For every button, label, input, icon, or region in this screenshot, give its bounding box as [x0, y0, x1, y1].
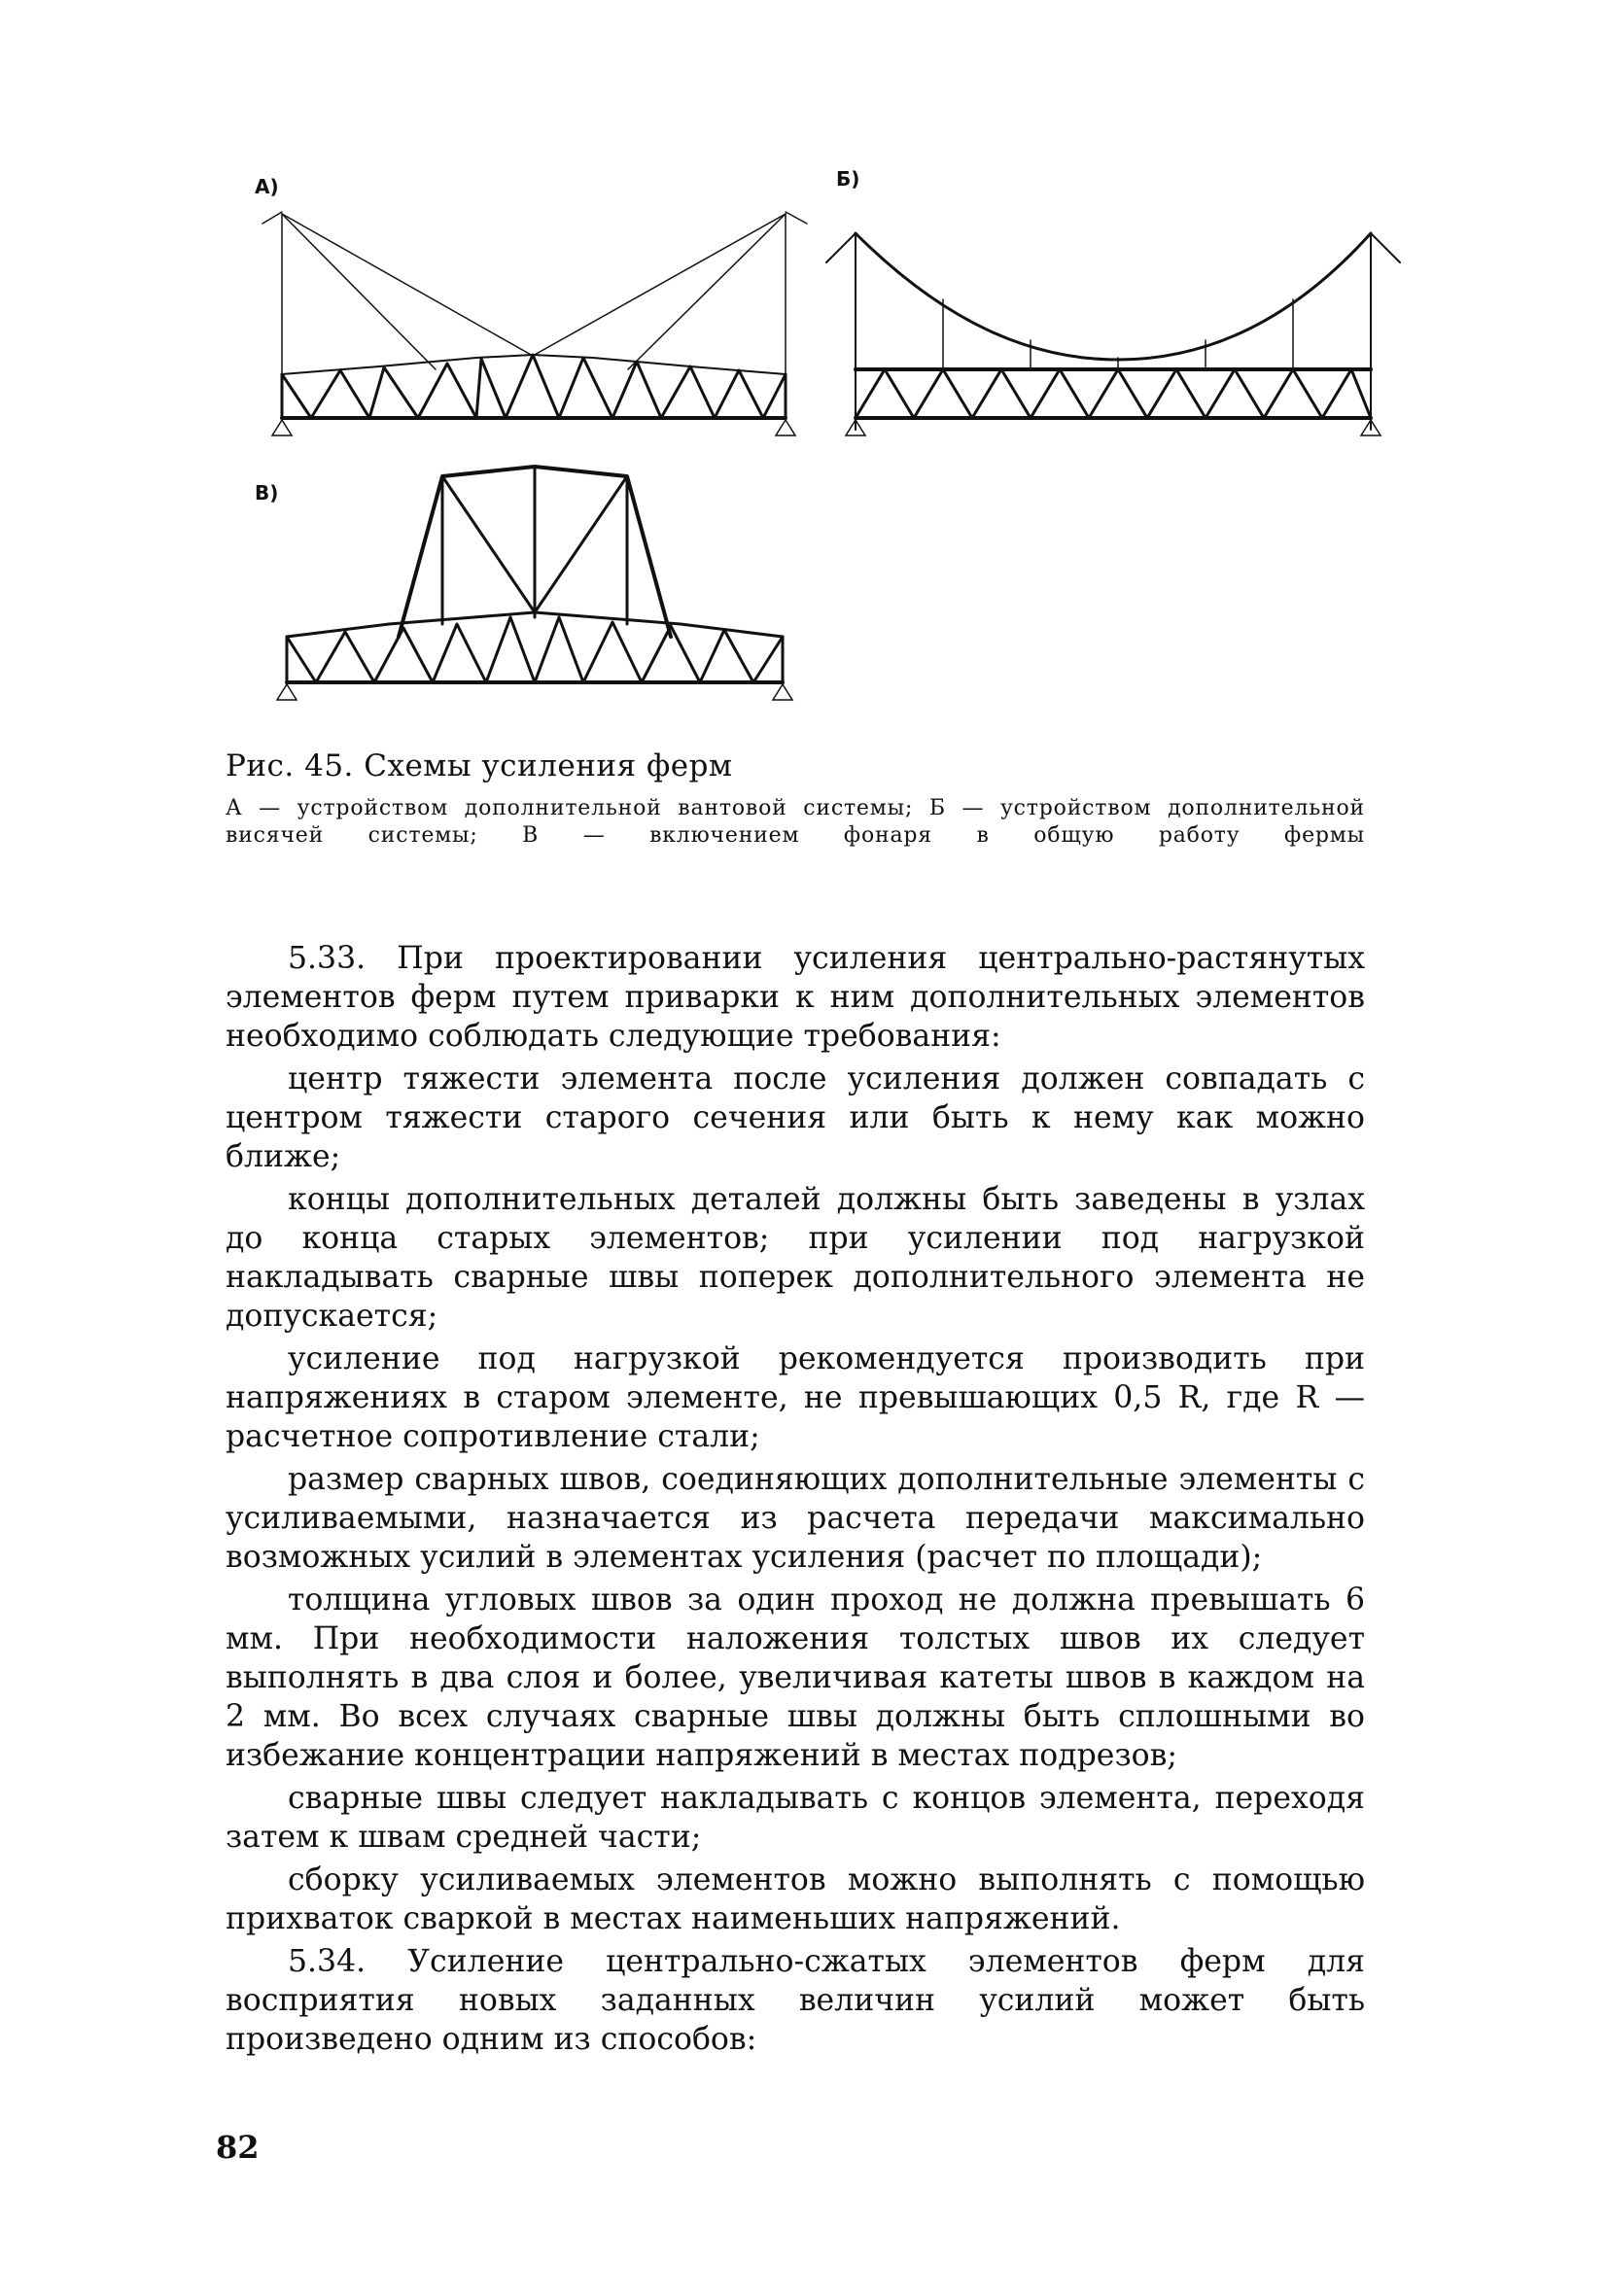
figure-caption-text: А — устройством дополнительной вантовой системы; Б — устройством дополнительной висячей системы; В — включением фонаря в общую работу фермы [226, 796, 1365, 848]
stay-4 [628, 214, 786, 369]
body-text [226, 939, 1365, 2063]
stay-1 [282, 214, 436, 369]
lantern-diagonal-1 [442, 476, 535, 612]
web-members [282, 355, 786, 418]
paragraph: концы дополнительных деталей должны быть заведены в узлах до конца старых элементов; при усилении под нагрузкой накладывать сварные швы поперек дополнительного элемента не допускается; [226, 1182, 1365, 1334]
support-right [776, 420, 795, 435]
paragraph: центр тяжести элемента после усиления должен совпадать с центром тяжести старого сечения или быть к нему как можно ближе; [226, 1061, 1365, 1174]
paragraph: толщина угловых швов за один проход не должна превышать 6 мм. При необходимости наложения толстых швов их следует выполнять в два слоя и более, увеличивая катеты швов в каждом на 2 мм. Во всех случаях сварные швы должны быть сплошными во избежание концентрации напряжений в местах подрезов; [226, 1583, 1365, 1773]
truss-scheme-a [262, 194, 807, 447]
support-right [773, 684, 792, 700]
paragraph-5-34: 5.34. Усиление центрально-сжатых элементов ферм для восприятия новых заданных величин усилий может быть произведено одним из способов: [226, 1944, 1365, 2057]
paragraph: сварные швы следует накладывать с концов элемента, переходя затем к швам средней части; [226, 1781, 1365, 1855]
paragraph-5-33: 5.33. При проектировании усиления центрально-растянутых элементов ферм путем приварки к ним дополнительных элементов необходимо соблюдать следующие требования: [226, 941, 1365, 1054]
web-members [856, 369, 1371, 418]
stay-2 [282, 214, 533, 356]
lantern-diagonal-2 [535, 476, 627, 612]
back-stay-left [826, 233, 856, 262]
figure-caption-title: Рис. 45. Схемы усиления ферм [226, 748, 733, 783]
page-number: 82 [216, 2129, 260, 2166]
panel-label-c: В) [255, 481, 279, 504]
truss-scheme-b [826, 214, 1410, 447]
support-left [272, 420, 292, 435]
paragraph: размер сварных швов, соединяющих дополнительные элементы с усиливаемыми, назначается из расчета передачи максимально возможных усилий в элементах усиления (расчет по площади); [226, 1462, 1365, 1575]
truss-scheme-c [272, 457, 817, 710]
back-stay-right [1371, 233, 1400, 262]
panel-label-a: А) [255, 175, 279, 198]
stay-3 [533, 214, 786, 356]
paragraph: усиление под нагрузкой рекомендуется производить при напряжениях в старом элементе, не превышающих 0,5 R, где R — расчетное сопротивление стали; [226, 1341, 1365, 1454]
support-left [277, 684, 297, 700]
cable-right-top [786, 212, 807, 224]
panel-label-b: Б) [836, 167, 860, 191]
paragraph: сборку усиливаемых элементов можно выполнять с помощью прихваток сваркой в местах наименьших напряжений. [226, 1862, 1365, 1936]
cable-left-top [262, 212, 282, 224]
